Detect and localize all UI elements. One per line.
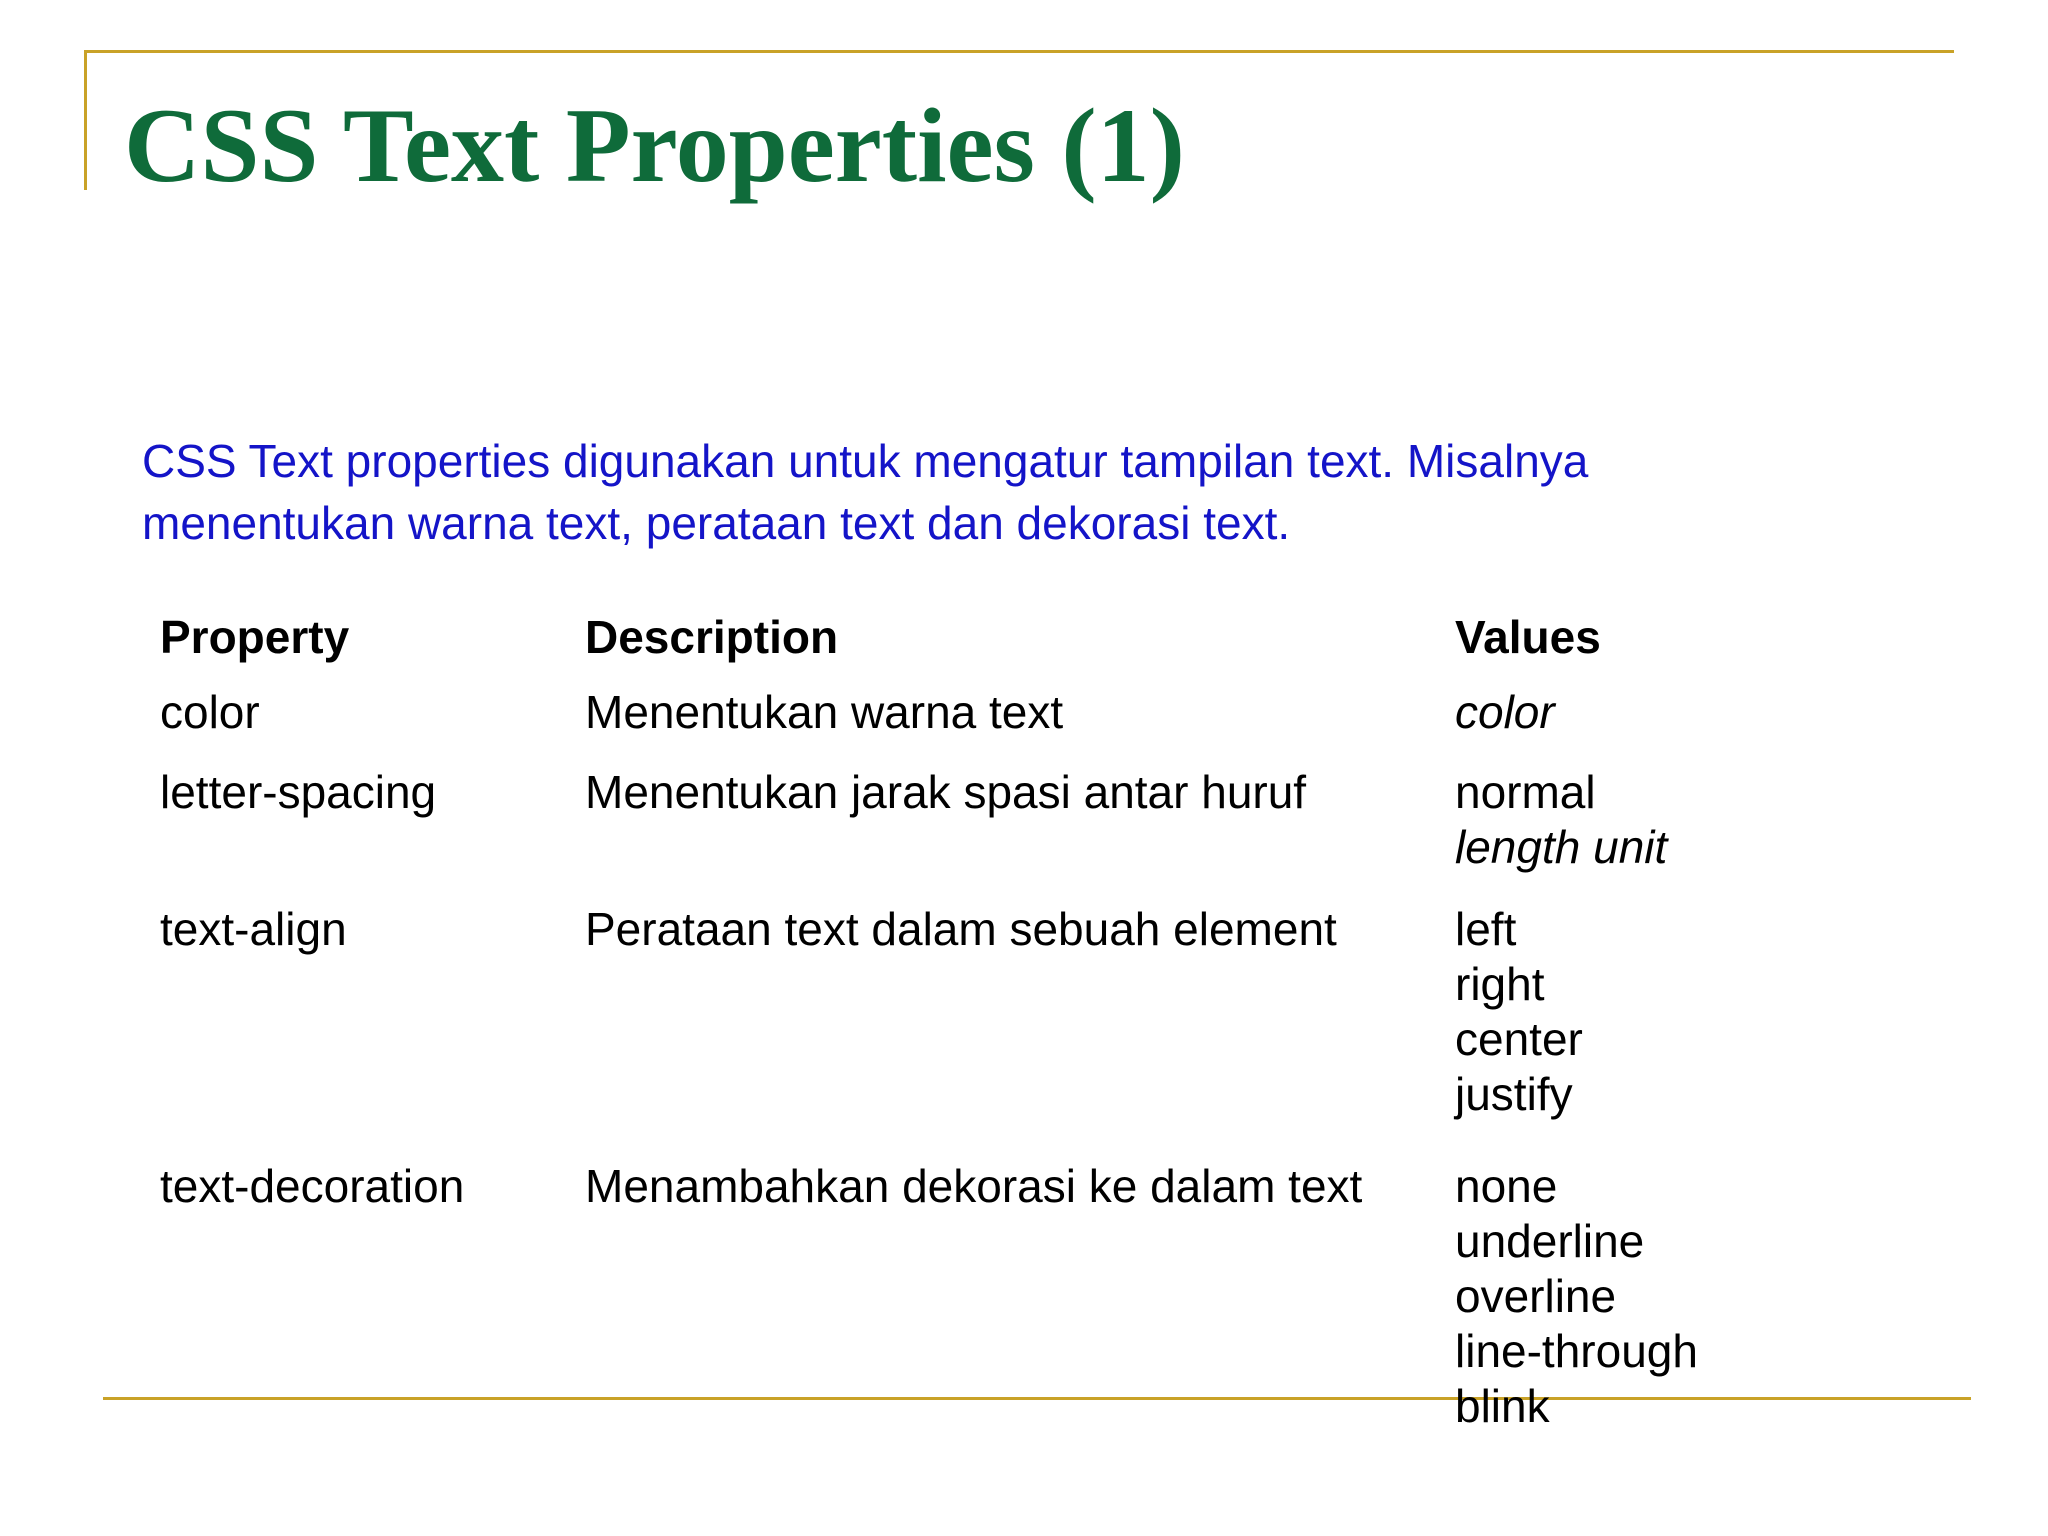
property-value: justify xyxy=(1455,1068,1573,1120)
table-row xyxy=(160,685,1698,765)
property-description: Menentukan jarak spasi antar huruf xyxy=(585,766,1307,818)
table-header-row xyxy=(160,610,1698,675)
property-value: right xyxy=(1455,958,1545,1010)
table-row xyxy=(160,902,1698,1159)
property-value: none xyxy=(1455,1160,1558,1212)
properties-table xyxy=(160,610,1698,1434)
property-value: length unit xyxy=(1455,821,1668,873)
property-description: Menambahkan dekorasi ke dalam text xyxy=(585,1160,1363,1212)
slide-title: CSS Text Properties (1) xyxy=(124,87,1185,204)
header-description: Description xyxy=(585,611,839,663)
property-description: Perataan text dalam sebuah element xyxy=(585,903,1337,955)
property-name: text-decoration xyxy=(160,1160,465,1212)
property-name: text-align xyxy=(160,903,347,955)
property-values xyxy=(1455,1159,1698,1434)
property-values xyxy=(1455,685,1555,740)
frame-left-rule xyxy=(84,50,87,190)
header-property: Property xyxy=(160,611,350,663)
intro-paragraph xyxy=(142,430,1942,554)
table-row xyxy=(160,765,1698,902)
table-row xyxy=(160,1159,1698,1434)
intro-line: CSS Text properties digunakan untuk mengatur tampilan text. Misalnya xyxy=(142,435,1589,487)
property-values xyxy=(1455,765,1667,875)
property-value: underline xyxy=(1455,1215,1645,1267)
header-values: Values xyxy=(1455,611,1601,663)
property-value: color xyxy=(1455,686,1555,738)
property-name: color xyxy=(160,686,260,738)
property-value: left xyxy=(1455,903,1517,955)
property-value: blink xyxy=(1455,1380,1550,1432)
property-value: normal xyxy=(1455,766,1596,818)
intro-line: menentukan warna text, perataan text dan dekorasi text. xyxy=(142,497,1291,549)
property-value: line-through xyxy=(1455,1325,1698,1377)
property-name: letter-spacing xyxy=(160,766,437,818)
frame-top-rule xyxy=(84,50,1954,53)
property-value: overline xyxy=(1455,1270,1617,1322)
property-values xyxy=(1455,902,1583,1122)
property-description: Menentukan warna text xyxy=(585,686,1064,738)
property-value: center xyxy=(1455,1013,1583,1065)
